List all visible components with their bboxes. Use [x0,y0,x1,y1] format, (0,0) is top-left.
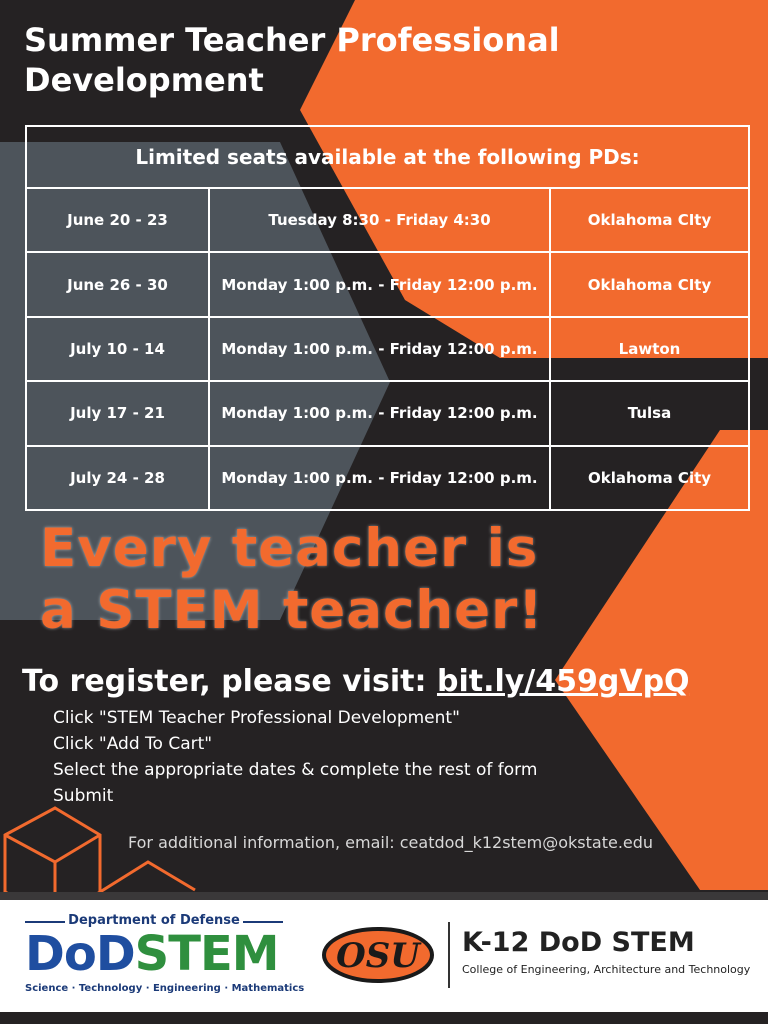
register-link[interactable]: bit.ly/459gVpQ [436,664,690,699]
slogan [40,518,760,642]
table-row [26,188,749,252]
title-line-1: Summer Teacher Professional [24,21,560,59]
stem-wordmark-part: STEM [134,926,279,982]
osu-logo-text: OSU [336,936,420,976]
row-times: Monday 1:00 p.m. - Friday 12:00 p.m. [209,446,550,510]
row-location: Oklahoma City [550,446,749,510]
contact-email[interactable]: For additional information, email: ceatdod_k12stem@okstate.edu [128,833,654,852]
step-item: Click "Add To Cart" [53,734,213,754]
dodstem-wordmark [25,926,279,982]
table-header: Limited seats available at the following PDs: [26,126,749,188]
slogan-line-1: Every teacher is [40,518,539,579]
step-item: Select the appropriate dates & complete the rest of form [53,760,538,780]
table-header-row [26,126,749,188]
slogan-line-2: a STEM teacher! [40,580,544,641]
dod-header: Department of Defense [25,912,283,930]
row-location: Oklahoma CIty [550,252,749,316]
step-item: Click "STEM Teacher Professional Development" [53,708,460,728]
row-times: Monday 1:00 p.m. - Friday 12:00 p.m. [209,381,550,445]
table-row [26,381,749,445]
row-location: Lawton [550,317,749,381]
register-line [22,660,690,704]
table-row [26,317,749,381]
program-title: K-12 DoD STEM [462,927,695,958]
row-dates: July 17 - 21 [26,381,209,445]
row-dates: July 24 - 28 [26,446,209,510]
step-item: Submit [53,786,114,806]
row-times: Tuesday 8:30 - Friday 4:30 [209,188,550,252]
footer-logos [0,900,768,1012]
register-prefix: To register, please visit: [22,664,437,699]
row-location: Oklahoma CIty [550,188,749,252]
table-row [26,446,749,510]
page-title [24,20,624,100]
dod-tagline: Science · Technology · Engineering · Mathematics [25,983,305,994]
dod-wordmark-part: DoD [25,926,135,982]
row-location: Tulsa [550,381,749,445]
row-times: Monday 1:00 p.m. - Friday 12:00 p.m. [209,317,550,381]
row-times: Monday 1:00 p.m. - Friday 12:00 p.m. [209,252,550,316]
registration-steps [53,705,537,809]
osu-logo-icon [320,922,436,988]
title-line-2: Development [24,61,264,99]
row-dates: June 26 - 30 [26,252,209,316]
row-dates: July 10 - 14 [26,317,209,381]
schedule-table [25,125,750,511]
dodstem-logo [25,912,305,1002]
row-dates: June 20 - 23 [26,188,209,252]
program-subtitle: College of Engineering, Architecture and Technology [462,963,751,976]
table-row [26,252,749,316]
footer-divider [448,922,450,988]
